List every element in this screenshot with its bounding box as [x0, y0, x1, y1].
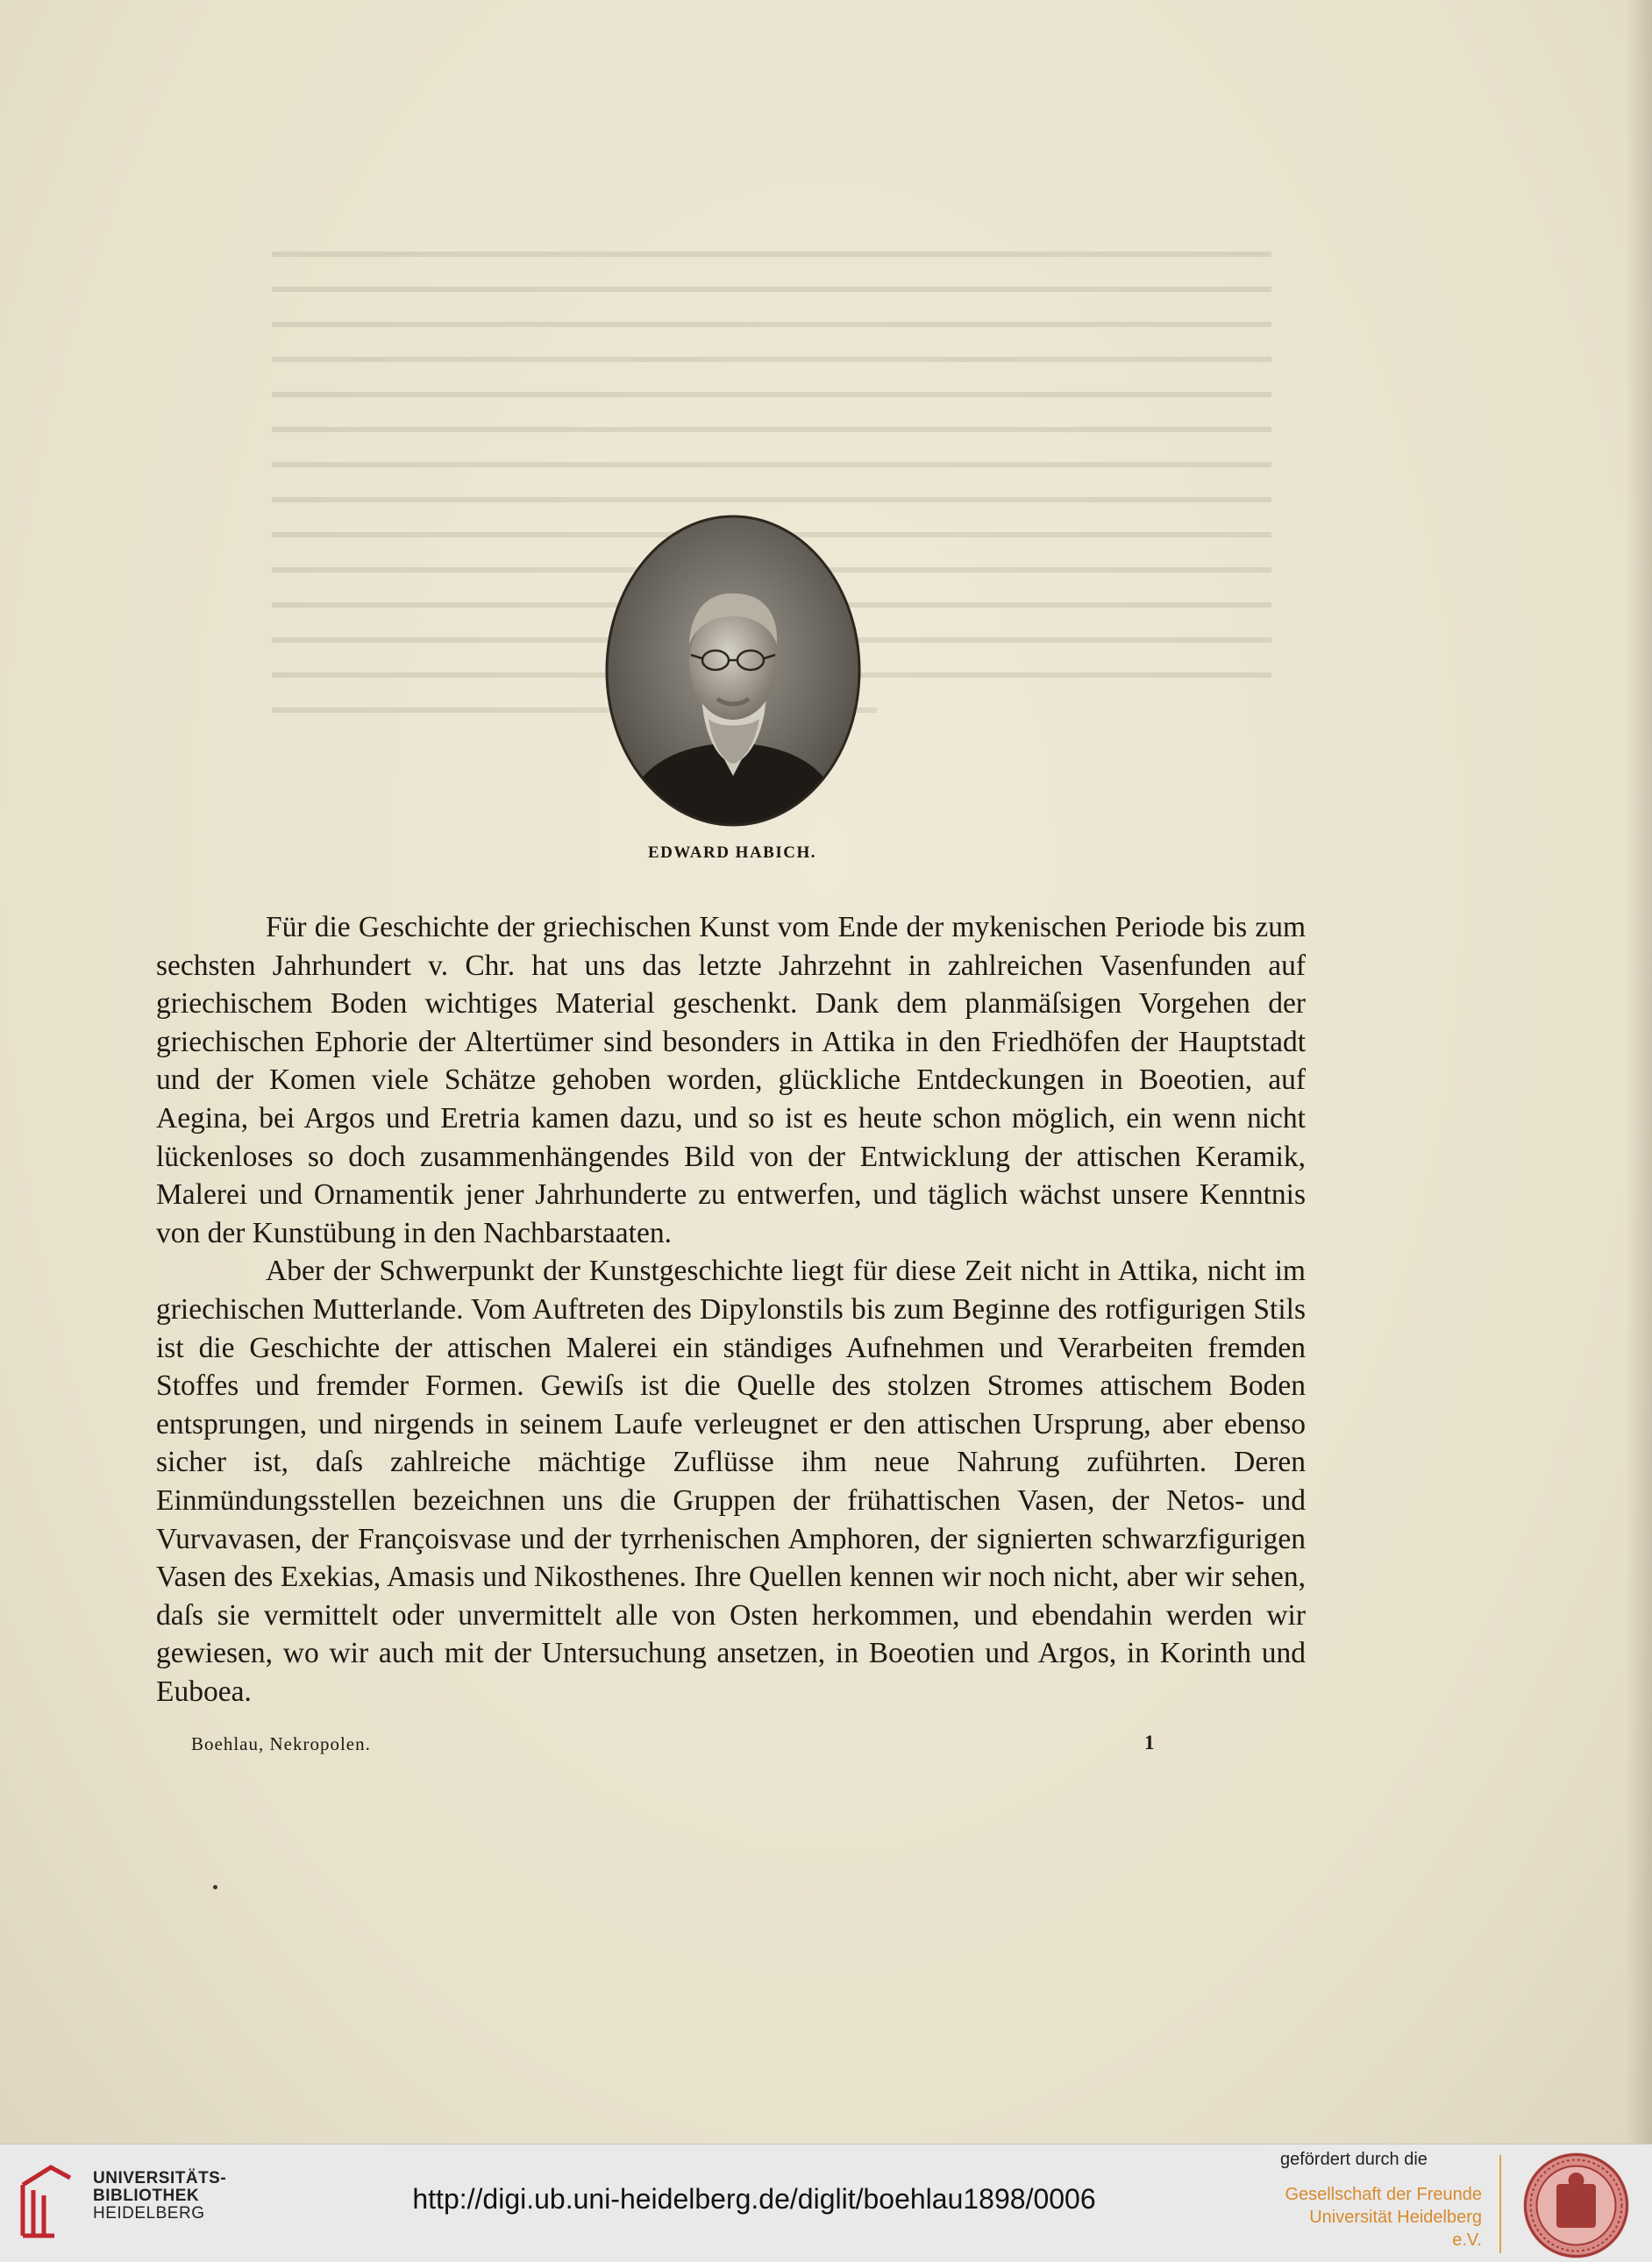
- scan-edge: [1626, 0, 1652, 2144]
- page-number: 1: [1144, 1732, 1155, 1753]
- portrait-photo: [603, 513, 863, 829]
- scan-speck: [213, 1885, 217, 1889]
- paragraph-2: Aber der Schwerpunkt der Kunstgeschichte liegt für diese Zeit nicht in Attika, nicht im griechischen Mutterlande. Vom Auftreten des Dipylonstils bis zum Beginne des rotfigurigen Stils ist die Geschichte der attischen Malerei ein ständiges Aufnehmen und Verarbeiten fremden Stoffes und fremder Formen. Gewiſs ist die Quelle des stolzen Stromes attischem Boden entsprungen, und nirgends in seinem Laufe verleugnet er den attischen Ursprung, aber ebenso sicher ist, daſs zahlreiche mächtige Zuflüsse ihm neue Nahrung zuführten. Deren Einmündungsstellen bezeichnen uns die Gruppen der frühattischen Vasen, der Netos- und Vurvavasen, der Françoisvase und der tyrrhenischen Amphoren, der signierten schwarzfigurigen Vasen des Exekias, Amasis und Nikosthenes. Ihre Quellen kennen wir noch nicht, aber wir sehen, daſs sie vermittelt oder unvermittelt alle von Osten herkommen, und ebendahin werden wir gewiesen, wo wir auch mit der Untersuchung ansetzen, in Boeotien und Argos, in Korinth und Euboea.: [156, 1255, 1306, 1708]
- society-line-1: Gesellschaft der Freunde: [1285, 2185, 1482, 2204]
- running-footer: Boehlau, Nekropolen.: [191, 1733, 371, 1754]
- photo-caption: EDWARD HABICH.: [647, 843, 817, 862]
- funded-by-label: gefördert durch die: [1280, 2150, 1428, 2169]
- ub-line-1: UNIVERSITÄTS-: [93, 2169, 227, 2187]
- body-text: [156, 908, 1306, 1711]
- society-name[interactable]: [1280, 2183, 1482, 2251]
- ub-logo-icon[interactable]: [16, 2159, 77, 2243]
- permalink-url[interactable]: http://digi.ub.uni-heidelberg.de/diglit/boehlau1898/0006: [412, 2183, 1096, 2215]
- university-seal-icon[interactable]: [1521, 2151, 1631, 2260]
- ub-line-2: BIBLIOTHEK: [93, 2187, 200, 2205]
- society-line-2: Universität Heidelberg e.V.: [1309, 2208, 1482, 2250]
- ub-line-3: HEIDELBERG: [93, 2204, 205, 2223]
- paragraph-1: Für die Geschichte der griechischen Kunst vom Ende der mykenischen Periode bis zum sechsten Jahrhundert v. Chr. hat uns das letzte Jahrzehnt in zahlreichen Vasenfunden auf griechischem Boden wichtiges Material geschenkt. Dank dem planmäſsigen Vorgehen der griechischen Ephorie der Altertümer sind besonders in Attika in den Friedhöfen der Hauptstadt und der Komen viele Schätze gehoben worden, glückliche Entdeckungen in Boeotien, auf Aegina, bei Argos und Eretria kamen dazu, und so ist es heute schon möglich, ein wenn nicht lückenloses so doch zusammenhängendes Bild von der Entwicklung der attischen Keramik, Malerei und Ornamentik jener Jahrhunderte zu entwerfen, und täglich wächst unsere Kenntnis von der Kunstübung in den Nachbarstaaten.: [156, 911, 1306, 1249]
- ub-name[interactable]: [93, 2170, 226, 2223]
- divider: [1499, 2155, 1501, 2253]
